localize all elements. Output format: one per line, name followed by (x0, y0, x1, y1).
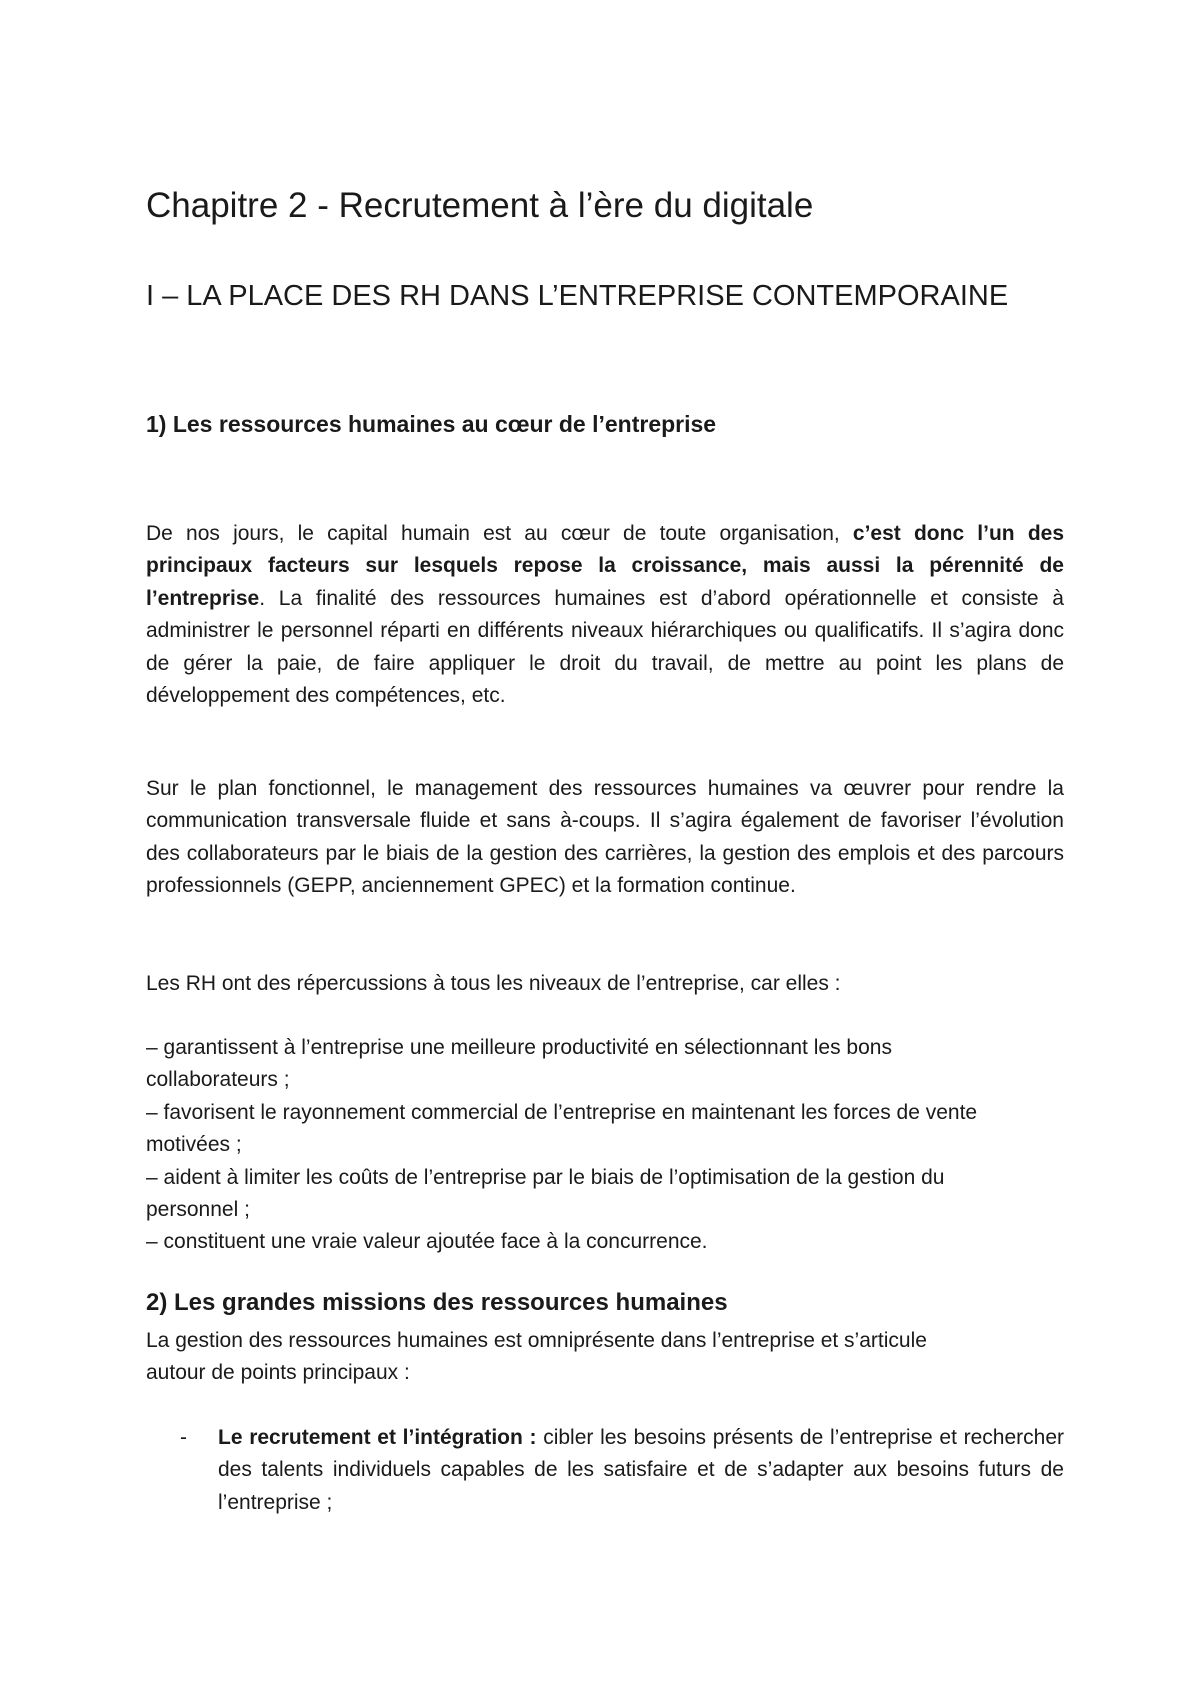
paragraph-repercussions: Les RH ont des répercussions à tous les niveaux de l’entreprise, car elles : (146, 972, 841, 995)
bullet-body-text: cibler les besoins présents de l’entreprise et rechercher des talents individuels capables de les satisfaire et de s’adapter aux besoins futurs de l’entreprise ; (218, 1426, 1064, 1514)
section-title: I – LA PLACE DES RH DANS L’ENTREPRISE CONTEMPORAINE (146, 280, 1009, 312)
list-item: – constituent une vraie valeur ajoutée face à la concurrence. (146, 1230, 708, 1254)
list-item: – aident à limiter les coûts de l’entreprise par le biais de l’optimisation de la gestion du personnel ; (146, 1165, 945, 1222)
paragraph-text: . La finalité des ressources humaines est d’abord opérationnelle et consiste à administrer le personnel réparti en différents niveaux hiérarchiques ou qualificatifs. Il s’agira donc de gérer la paie, de faire appliquer le droit du travail, de mettre au point les plans de développement des compétences, etc. (146, 586, 1064, 708)
list-item: – garantissent à l’entreprise une meilleure productivité en sélectionnant les bons collaborateurs ; (146, 1036, 892, 1092)
bullet-text (218, 1422, 1064, 1519)
subsection-title-1: 1) Les ressources humaines au cœur de l’entreprise (146, 411, 717, 437)
list-item: – favorisent le rayonnement commercial de l’entreprise en maintenant les forces de vente motivées ; (146, 1100, 978, 1157)
bullet-bold-text: Le recrutement et l’intégration : (218, 1426, 537, 1449)
paragraph-plan-fonctionnel: Sur le plan fonctionnel, le management des ressources humaines va œuvrer pour rendre la communication transversale fluide et sans à-coups. Il s’agira également de favoriser l’évolution des collaborateurs par le biais de la gestion des carrières, la gestion des emplois et des parcours professionnels (GEPP, anciennement GPEC) et la formation continue. (146, 777, 1064, 898)
paragraph-capital-humain (146, 518, 1064, 712)
paragraph-missions-intro: La gestion des ressources humaines est omniprésente dans l’entreprise et s’articule autour de points principaux : (146, 1329, 927, 1385)
paragraph-bold-text: c’est donc l’un des principaux facteurs sur lesquels repose la croissance, mais aussi la pérennité de l’entreprise (146, 522, 1065, 610)
subsection-title-2: 2) Les grandes missions des ressources humaines (146, 1289, 728, 1316)
chapter-title: Chapitre 2 - Recrutement à l’ère du digitale (146, 186, 814, 225)
bullet-marker: - (180, 1426, 187, 1449)
paragraph-text: De nos jours, le capital humain est au cœur de toute organisation, (146, 522, 853, 545)
repercussions-list (146, 1032, 986, 1259)
